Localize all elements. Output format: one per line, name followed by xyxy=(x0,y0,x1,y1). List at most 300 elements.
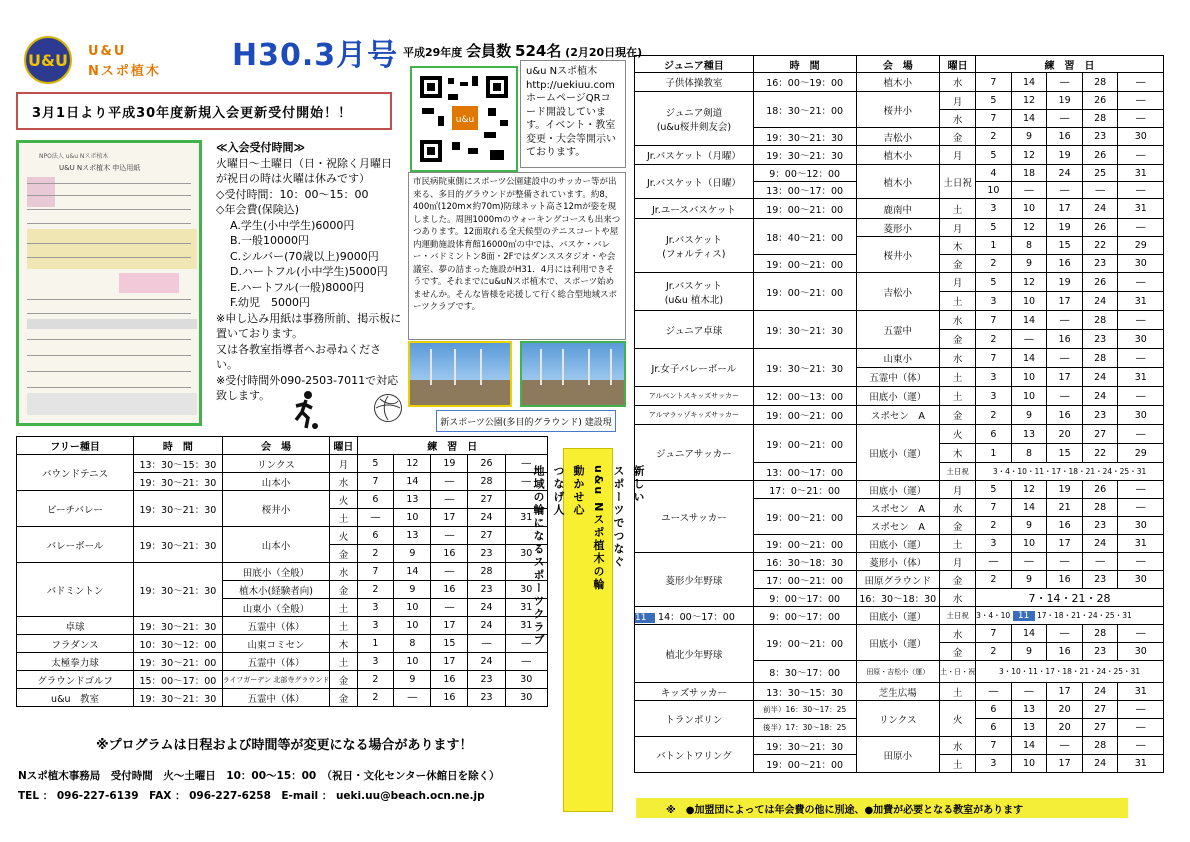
table-cell: 31 xyxy=(1118,683,1164,701)
table-row xyxy=(635,219,1164,237)
table-cell: 15 xyxy=(1047,237,1083,255)
table-cell: 月 xyxy=(940,273,976,292)
table-cell: キッズサッカー xyxy=(635,683,754,701)
table-cell: ― xyxy=(468,635,505,653)
table-cell: 山本小 xyxy=(222,473,330,491)
table-cell: ― xyxy=(1118,349,1164,368)
table-cell: ― xyxy=(1047,349,1083,368)
col-event: フリー種目 xyxy=(17,437,134,455)
table-cell: ジュニア剣道 (u&u桜井剣友会) xyxy=(635,92,754,146)
table-cell: 20 xyxy=(1047,701,1083,719)
table-cell: 土日祝 xyxy=(940,463,976,481)
table-cell: 17 xyxy=(431,617,468,635)
table-cell: ― xyxy=(1011,553,1047,571)
table-cell: 金 xyxy=(940,517,976,535)
table-cell: 24 xyxy=(1047,165,1083,182)
logo-mark: U&U xyxy=(28,50,68,70)
table-cell: ― xyxy=(1118,92,1164,110)
table-cell: 23 xyxy=(1082,330,1118,349)
table-cell: ジュニアサッカー xyxy=(635,425,754,481)
table-cell: 17 xyxy=(1047,755,1083,773)
table-row xyxy=(635,73,1164,92)
table-cell: 3 xyxy=(976,199,1012,219)
table-cell: 23 xyxy=(1082,517,1118,535)
table-cell: 月 xyxy=(940,481,976,499)
table-cell: ユースサッカー xyxy=(635,481,754,553)
table-cell: 水 xyxy=(940,73,976,92)
table-cell: ― xyxy=(1047,182,1083,199)
table-cell: 木 xyxy=(940,237,976,255)
table-cell: 18：30～21：00 xyxy=(753,92,856,128)
table-cell: 24 xyxy=(1082,535,1118,553)
table-cell: 19 xyxy=(431,455,468,473)
table-cell: 28 xyxy=(1082,349,1118,368)
table-cell: 8 xyxy=(1011,444,1047,463)
table-cell: 水 xyxy=(940,349,976,368)
table-row xyxy=(635,146,1164,165)
table-cell: 26 xyxy=(1082,273,1118,292)
table-cell: 8 xyxy=(1011,237,1047,255)
table-cell: リンクス xyxy=(222,455,330,473)
table-cell: ジュニア種目 xyxy=(635,56,754,73)
photo-caption: 新スポーツ公園(多目的グラウンド) 建設現 xyxy=(436,410,616,432)
table-cell: 前半）16：30～17：25 xyxy=(753,701,856,719)
table-cell: 17 xyxy=(431,509,468,527)
table-cell: ライフガーデン 北部寺グラウンド xyxy=(222,671,330,689)
table-cell: 16 xyxy=(1047,643,1083,661)
table-cell: 11 14：00～17：00 xyxy=(635,607,754,625)
table-cell: バウンドテニス xyxy=(17,455,134,491)
table-cell: 9 xyxy=(1011,571,1047,589)
table-cell: 3 xyxy=(357,653,394,671)
table-cell: 山東小 xyxy=(856,349,940,368)
table-cell: ― xyxy=(1118,719,1164,737)
table-cell: 31 xyxy=(1118,368,1164,387)
table-cell: ― xyxy=(1118,481,1164,499)
table-cell: ジュニア卓球 xyxy=(635,311,754,349)
table-cell: 5 xyxy=(976,92,1012,110)
table-cell: 20 xyxy=(1047,719,1083,737)
table-cell: 20 xyxy=(1047,425,1083,444)
table-cell: 金 xyxy=(940,255,976,273)
table-cell: 12：00～13：00 xyxy=(753,387,856,406)
table-cell: 17 xyxy=(1047,535,1083,553)
construction-photo-2 xyxy=(520,341,626,407)
table-cell: 田底小（運） xyxy=(856,481,940,499)
table-cell: 山本小 xyxy=(222,527,330,563)
table-cell: 19 xyxy=(1047,481,1083,499)
table-cell: 2 xyxy=(976,517,1012,535)
table-cell: 31 xyxy=(505,509,547,527)
table-cell: 土 xyxy=(330,599,357,617)
table-cell: 土 xyxy=(330,617,357,635)
table-cell: 金 xyxy=(940,643,976,661)
table-cell: 植木小 xyxy=(856,73,940,92)
table-cell: 水 xyxy=(940,110,976,128)
table-cell: 13 xyxy=(1011,425,1047,444)
table-cell: 土日祝 xyxy=(940,165,976,199)
table-cell: 19：00～21：00 xyxy=(753,755,856,773)
table-row xyxy=(17,689,548,707)
table-cell: 24 xyxy=(468,599,505,617)
table-cell: 金 xyxy=(940,330,976,349)
table-cell: ― xyxy=(976,553,1012,571)
table-cell: 月 xyxy=(940,553,976,571)
table-cell: 7 xyxy=(976,625,1012,643)
table-cell: 練 習 日 xyxy=(976,56,1164,73)
table-cell: 8 xyxy=(394,635,431,653)
table-cell: 月 xyxy=(940,92,976,110)
table-cell: 田底小（運） xyxy=(856,387,940,406)
table-cell: 10 xyxy=(1011,387,1047,406)
table-cell: 山東コミセン xyxy=(222,635,330,653)
table-cell: 金 xyxy=(940,571,976,589)
table-cell: 19：00～21：00 xyxy=(753,255,856,273)
table-cell: 31 xyxy=(505,599,547,617)
table-cell: バトントワリング xyxy=(635,737,754,773)
table-cell: 24 xyxy=(1082,755,1118,773)
table-cell: 14 xyxy=(1011,737,1047,755)
table-row xyxy=(635,701,1164,719)
table-cell: 18：40～21：00 xyxy=(753,219,856,255)
table-cell: 31 xyxy=(1118,199,1164,219)
table-row xyxy=(635,311,1164,330)
table-cell: Jr.ユースバスケット xyxy=(635,199,754,219)
table-row xyxy=(635,199,1164,219)
table-cell: 7 xyxy=(976,110,1012,128)
table-cell: 29 xyxy=(1118,444,1164,463)
table-cell: 9 xyxy=(394,581,431,599)
table-cell: 26 xyxy=(468,455,505,473)
table-cell: 16 xyxy=(1047,406,1083,425)
table-row xyxy=(635,553,1164,571)
table-cell: 12 xyxy=(1011,219,1047,237)
table-row xyxy=(17,617,548,635)
table-cell: ― xyxy=(1118,425,1164,444)
table-cell: 19 xyxy=(1047,146,1083,165)
table-cell: 22 xyxy=(1082,444,1118,463)
table-cell: 31 xyxy=(1118,165,1164,182)
club-slogan-banner: 新しい スポーツでつなぐ u&u Nスポ植木の輪 動かせ心 つなげ人 地域の輪になるスポーツクラブ xyxy=(563,448,613,812)
table-cell: 5 xyxy=(976,146,1012,165)
table-cell: 14 xyxy=(1011,110,1047,128)
table-row xyxy=(635,683,1164,701)
table-cell: 30 xyxy=(1118,255,1164,273)
table-cell: 9：00～17：00 xyxy=(753,589,856,607)
table-cell: Jr.バスケット (u&u 植木北) xyxy=(635,273,754,311)
info-heading: ≪入会受付時間≫ xyxy=(216,141,306,154)
table-cell: 12 xyxy=(1011,92,1047,110)
table-cell: ― xyxy=(1118,737,1164,755)
table-cell: 桜井小 xyxy=(222,491,330,527)
table-cell: Jr.女子バレーボール xyxy=(635,349,754,387)
table-cell: 2 xyxy=(976,643,1012,661)
table-cell: 16 xyxy=(1047,128,1083,146)
table-cell: 2 xyxy=(976,330,1012,349)
table-cell: 6 xyxy=(976,701,1012,719)
table-cell: 19：00～21：00 xyxy=(753,406,856,425)
table-cell: 芝生広場 xyxy=(856,683,940,701)
office-info: Nスポ植木事務局 受付時間 火～土曜日 10：00～15：00 （祝日・文化センター休館日を除く） TEL ： 096-227-6139 FAX ： 096-227-6258 E-mail ： ueki.uu@beach.ocn.ne.jp xyxy=(18,770,500,802)
table-cell: バレーボール xyxy=(17,527,134,563)
table-cell: 土 xyxy=(940,755,976,773)
soccer-player-icon xyxy=(290,390,320,430)
table-cell: 27 xyxy=(1082,425,1118,444)
table-cell: フラダンス xyxy=(17,635,134,653)
construction-photo-1 xyxy=(408,341,512,407)
table-cell: 24 xyxy=(1082,368,1118,387)
table-cell: 4 xyxy=(976,165,1012,182)
table-cell: 五霊中 xyxy=(856,311,940,349)
qr-code[interactable] xyxy=(410,66,518,172)
table-cell: 3 xyxy=(357,599,394,617)
table-cell: 12 xyxy=(394,455,431,473)
table-cell: 19：00～21：00 xyxy=(753,273,856,311)
table-cell: ― xyxy=(1047,110,1083,128)
table-cell: 鹿南中 xyxy=(856,199,940,219)
table-cell: 27 xyxy=(468,527,505,545)
table-cell: 19 xyxy=(1047,92,1083,110)
table-cell: 17 xyxy=(431,653,468,671)
table-cell: 5 xyxy=(976,273,1012,292)
qr-description: u&u Nスポ植木 http://uekiuu.com ホームページQRコード開設しています。イベント・教室変更・大会等開示いております。 xyxy=(520,60,626,168)
table-cell: 田底小（運） xyxy=(856,425,940,481)
table-cell: 19：30～21：30 xyxy=(753,737,856,755)
table-cell: 31 xyxy=(1118,535,1164,553)
table-cell: 19：30～21：30 xyxy=(134,689,223,707)
table-cell: 16：30～18：30 xyxy=(753,553,856,571)
table-cell: ビーチバレー xyxy=(17,491,134,527)
table-cell: 14 xyxy=(1011,625,1047,643)
table-cell: 28 xyxy=(468,473,505,491)
table-cell: 19：30～21：00 xyxy=(134,653,223,671)
table-cell: 2 xyxy=(357,671,394,689)
table-cell: 27 xyxy=(468,491,505,509)
table-cell: 16 xyxy=(431,545,468,563)
table-cell: 2 xyxy=(976,128,1012,146)
table-row xyxy=(17,527,548,545)
table-cell: ― xyxy=(1118,73,1164,92)
table-cell: 土 xyxy=(940,387,976,406)
table-cell: 田底小（運） xyxy=(856,535,940,553)
table-cell: ― xyxy=(394,689,431,707)
table-cell: 16 xyxy=(431,581,468,599)
table-cell: 18 xyxy=(1011,165,1047,182)
table-cell: 7・14・21・28 xyxy=(976,589,1164,607)
table-cell: 13：30～15：30 xyxy=(753,683,856,701)
table-cell: ― xyxy=(1047,311,1083,330)
table-row xyxy=(635,349,1164,368)
table-row xyxy=(17,653,548,671)
table-cell: 23 xyxy=(1082,643,1118,661)
table-cell: 24 xyxy=(468,509,505,527)
table-cell: 金 xyxy=(940,128,976,146)
table-cell: 土・日・祝 xyxy=(940,661,976,683)
table-cell: 19 xyxy=(1047,273,1083,292)
table-cell: 土 xyxy=(940,368,976,387)
table-cell: 6 xyxy=(976,425,1012,444)
table-row xyxy=(635,165,1164,182)
table-cell: ― xyxy=(1047,625,1083,643)
table-cell: 9 xyxy=(1011,255,1047,273)
table-cell: 田原グラウンド xyxy=(856,571,940,589)
table-cell: 太極拳力球 xyxy=(17,653,134,671)
table-cell: 19：30～21：30 xyxy=(134,527,223,563)
table-row xyxy=(635,387,1164,406)
table-cell: ― xyxy=(431,527,468,545)
table-cell: ― xyxy=(1047,387,1083,406)
table-row xyxy=(635,273,1164,292)
table-cell: 24 xyxy=(1082,387,1118,406)
table-cell: 2 xyxy=(357,689,394,707)
table-cell: 30 xyxy=(1118,517,1164,535)
table-cell: 19：30～21：30 xyxy=(753,146,856,165)
table-cell: ― xyxy=(1118,625,1164,643)
table-cell: 19：00～21：00 xyxy=(753,625,856,661)
table-cell: 7 xyxy=(976,499,1012,517)
table-cell: 3 xyxy=(976,368,1012,387)
table-cell: 13：00～17：00 xyxy=(753,182,856,199)
table-cell: 10 xyxy=(394,509,431,527)
table-cell: 9 xyxy=(1011,643,1047,661)
table-cell: ― xyxy=(505,473,547,491)
table-cell: 水 xyxy=(940,499,976,517)
table-cell: 17 xyxy=(1047,292,1083,311)
table-cell: ― xyxy=(1082,182,1118,199)
registration-banner: 3月1日より平成30年度新規入会更新受付開始！！ xyxy=(16,92,392,130)
table-cell: 5 xyxy=(357,455,394,473)
table-cell: 23 xyxy=(468,671,505,689)
table-cell: 月 xyxy=(940,219,976,237)
table-cell: 土 xyxy=(940,683,976,701)
table-cell: 30 xyxy=(505,581,547,599)
table-cell: 3 xyxy=(976,387,1012,406)
table-cell: 30 xyxy=(505,671,547,689)
table-row xyxy=(17,635,548,653)
table-cell: ― xyxy=(505,455,547,473)
schedule-warning: ※プログラムは日程および時間等が変更になる場合があります！ xyxy=(96,738,473,753)
table-row xyxy=(635,737,1164,755)
table-cell: 31 xyxy=(505,617,547,635)
table-cell: 28 xyxy=(468,563,505,581)
table-cell: 五霊中（体） xyxy=(222,689,330,707)
table-cell: ― xyxy=(505,653,547,671)
table-row xyxy=(635,607,1164,625)
table-cell: 23 xyxy=(468,545,505,563)
table-cell: 10 xyxy=(1011,368,1047,387)
table-cell: 14 xyxy=(1011,499,1047,517)
fee-note: ※ ●加盟団によっては年会費の他に別途、●加費が必要となる教室があります xyxy=(636,798,1128,818)
table-cell: 17 xyxy=(1047,199,1083,219)
table-cell: 28 xyxy=(1082,499,1118,517)
table-cell: 23 xyxy=(1082,571,1118,589)
table-cell: 1 xyxy=(357,635,394,653)
table-cell: 13 xyxy=(1011,719,1047,737)
table-cell: 16：00～19：00 xyxy=(753,73,856,92)
table-cell: ― xyxy=(1118,110,1164,128)
table-cell: 水 xyxy=(940,589,976,607)
table-cell: 10 xyxy=(1011,535,1047,553)
table-cell: 13 xyxy=(394,527,431,545)
table-cell: 10 xyxy=(976,182,1012,199)
table-cell: 23 xyxy=(468,689,505,707)
free-events-table xyxy=(16,436,548,707)
table-cell: 30 xyxy=(505,689,547,707)
table-cell: 28 xyxy=(1082,737,1118,755)
table-cell: 火 xyxy=(330,527,357,545)
table-cell: ― xyxy=(1047,553,1083,571)
table-cell: 17 xyxy=(1047,683,1083,701)
table-cell: グラウンドゴルフ xyxy=(17,671,134,689)
table-cell: 17：00～21：00 xyxy=(753,571,856,589)
table-cell: ― xyxy=(1011,330,1047,349)
table-cell: 16 xyxy=(1047,571,1083,589)
table-cell: 19：00～21：00 xyxy=(753,425,856,463)
table-cell: 2 xyxy=(357,581,394,599)
table-cell: 30 xyxy=(1118,406,1164,425)
table-cell: 月 xyxy=(330,455,357,473)
table-cell: ― xyxy=(1118,182,1164,199)
table-row xyxy=(17,671,548,689)
table-cell: 14 xyxy=(394,563,431,581)
table-cell: 5 xyxy=(976,481,1012,499)
table-cell: 19：30～21：30 xyxy=(134,563,223,617)
table-cell: 金 xyxy=(330,689,357,707)
table-cell: 9 xyxy=(1011,517,1047,535)
table-cell: 7 xyxy=(976,311,1012,330)
brand-line2: Nスポ植木 xyxy=(88,64,161,79)
table-cell: ― xyxy=(431,563,468,581)
table-cell: 30 xyxy=(1118,571,1164,589)
table-cell: 24 xyxy=(1082,683,1118,701)
table-cell: 8：30～17：00 xyxy=(753,661,856,683)
table-cell: 土 xyxy=(940,292,976,311)
table-cell: 6 xyxy=(357,527,394,545)
table-cell: 28 xyxy=(1082,625,1118,643)
table-cell: 五霊中（体） xyxy=(222,617,330,635)
table-cell: 19：30～21：30 xyxy=(753,311,856,349)
table-cell: 5 xyxy=(976,219,1012,237)
table-cell: 23 xyxy=(1082,406,1118,425)
table-row xyxy=(17,491,548,509)
table-cell: 菱形少年野球 xyxy=(635,553,754,607)
table-cell: リンクス xyxy=(856,701,940,737)
table-cell: ― xyxy=(1118,311,1164,330)
table-cell: 土日祝 xyxy=(940,607,976,625)
table-cell: 時 間 xyxy=(753,56,856,73)
table-cell: 10 xyxy=(394,617,431,635)
table-cell: 火 xyxy=(940,425,976,444)
table-cell: Jr.バスケット（日曜） xyxy=(635,165,754,199)
table-cell: 2 xyxy=(357,545,394,563)
table-cell: 10 xyxy=(1011,755,1047,773)
table-cell: ― xyxy=(1118,499,1164,517)
table-cell: 卓球 xyxy=(17,617,134,635)
table-cell: 14 xyxy=(394,473,431,491)
table-cell: 水 xyxy=(330,473,357,491)
table-cell: 植北少年野球 xyxy=(635,625,754,683)
registration-info: ≪入会受付時間≫ 火曜日～土曜日（日・祝除く月曜日が祝日の時は火曜は休みです） ◇受付時間：10：00～15：00 ◇年会費(保険込) A.学生(小中学生)6000円 B.一般10000円 C.シルバー(70歳以上)9000円 D.ハートフル(小中学生)5000円 E.ハートフル(一般)8000円 F.幼児 5000円 ※申し込み用紙は事務所前、掲示板に置いております。 又は各教室指導者へお尋ねください。 ※受付時間外090-2503-7011で対応致します。 xyxy=(216,141,402,402)
table-cell: 3・4・10 11 17・18・21・24・25・31 xyxy=(976,607,1164,625)
table-cell: 子供体操教室 xyxy=(635,73,754,92)
table-cell: 12 xyxy=(1011,146,1047,165)
table-cell: 7 xyxy=(976,73,1012,92)
table-cell: 24 xyxy=(1082,199,1118,219)
table-cell: 田原小 xyxy=(856,737,940,773)
table-cell: 17：0～21：00 xyxy=(753,481,856,499)
table-cell: 金 xyxy=(330,545,357,563)
table-cell: 26 xyxy=(1082,481,1118,499)
